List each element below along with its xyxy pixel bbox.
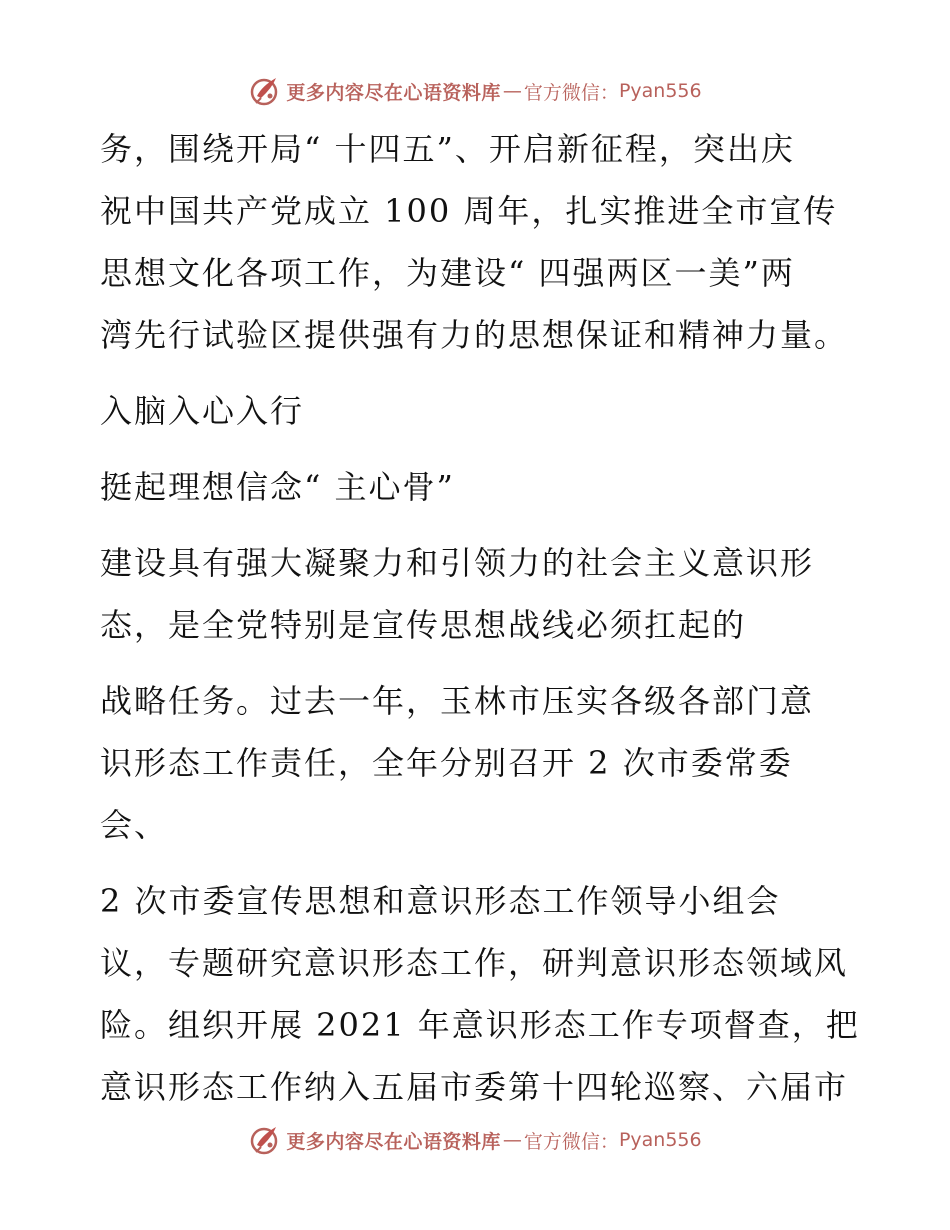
banner-dash: — (502, 80, 522, 102)
text-line: 议，专题研究意识形态工作，研判意识形态领域风 (100, 944, 849, 982)
banner-wechat-label: 官方微信： (523, 1130, 619, 1153)
text-line: 识形态工作责任，全年分别召开 2 次市委常委 (100, 744, 793, 782)
document-body (100, 118, 860, 1118)
text-line: 态，是全党特别是宣传思想战线必须扛起的 (100, 606, 747, 644)
banner-wechat-label: 官方微信： (523, 81, 619, 104)
text-line: 建设具有强大凝聚力和引领力的社会主义意识形 (100, 544, 815, 582)
paragraph-intro (100, 118, 860, 366)
header-banner (0, 71, 950, 111)
banner-title: 更多内容尽在心语资料库 (286, 81, 501, 104)
heading-line: 挺起理想信念“ 主心骨” (100, 468, 455, 506)
text-line: 祝中国共产党成立 100 周年，扎实推进全市宣传 (100, 192, 838, 230)
banner-wechat-id: Pyan556 (618, 80, 702, 102)
text-line: 务，围绕开局“ 十四五”、开启新征程，突出庆 (100, 130, 795, 168)
paragraph-meetings (100, 870, 860, 1118)
paragraph-strategy (100, 670, 860, 856)
footer-banner (0, 1120, 950, 1160)
banner-wechat-id: Pyan556 (618, 1129, 702, 1151)
banner-dash: — (502, 1129, 522, 1151)
section-heading-1 (100, 380, 860, 442)
text-line: 意识形态工作纳入五届市委第十四轮巡察、六届市 (100, 1068, 849, 1106)
quill-logo-icon (248, 1123, 282, 1157)
paragraph-ideology (100, 532, 860, 656)
text-line: 会、 (100, 806, 169, 844)
text-line: 2 次市委宣传思想和意识形态工作领导小组会 (100, 882, 781, 920)
banner-title: 更多内容尽在心语资料库 (286, 1130, 501, 1153)
text-line: 湾先行试验区提供强有力的思想保证和精神力量。 (100, 316, 849, 354)
text-line: 险。组织开展 2021 年意识形态工作专项督查，把 (100, 1006, 860, 1044)
text-line: 思想文化各项工作，为建设“ 四强两区一美”两 (100, 254, 795, 292)
section-heading-2 (100, 456, 860, 518)
heading-line: 入脑入心入行 (100, 392, 305, 430)
text-line: 战略任务。过去一年，玉林市压实各级各部门意 (100, 682, 815, 720)
quill-logo-icon (248, 74, 282, 108)
